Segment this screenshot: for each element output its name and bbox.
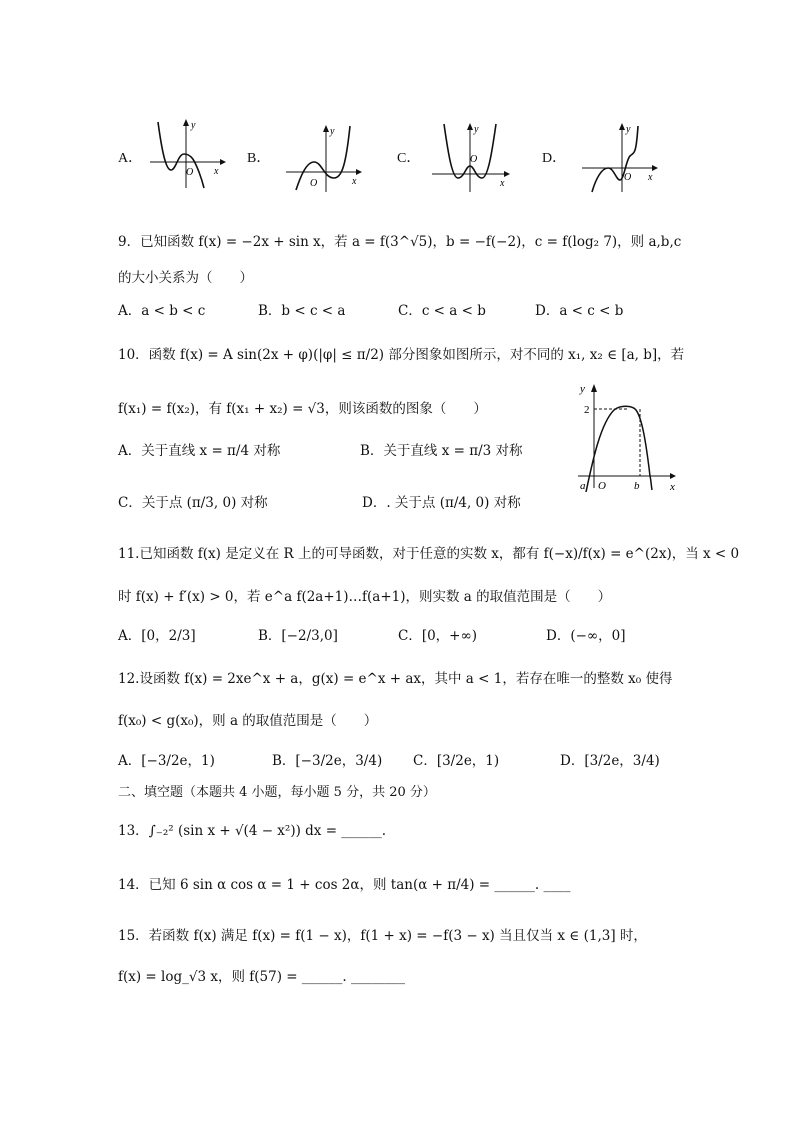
q8-graph-d [580,122,658,194]
q8d-y: y [626,124,631,135]
q11-line1: 11.已知函数 f(x) 是定义在 R 上的可导函数，对于任意的实数 x，都有 f(−x)/f(x) = e^(2x)，当 x < 0 [118,546,740,562]
q8a-x: x [214,166,219,177]
q11-option-b: B．[−2/3,0] [258,628,338,644]
q15-line1: 15．若函数 f(x) 满足 f(x) = f(1 − x)，f(1 + x) = −f(3 − x) 当且仅当 x ∈ (1,3] 时， [118,928,647,944]
q10-fig-x: x [670,481,675,492]
q12-line2: f(x₀) < g(x₀)，则 a 的取值范围是（ ） [118,713,378,729]
q8d-x: x [648,172,653,183]
q8c-y: y [474,124,479,135]
q8b-y: y [330,126,335,137]
q9-option-a: A．a < b < c [118,303,206,319]
q10-fig-y: y [580,383,585,395]
q8-graph-c [430,122,510,194]
q10-line2: f(x₁) = f(x₂)，有 f(x₁ + x₂) = √3，则该函数的图象（ ） [118,401,487,417]
q12-option-b: B．[−3/2e，3/4) [272,753,383,769]
q10-fig-2: 2 [584,404,590,416]
q8-graph-b [284,124,362,194]
q8b-o: O [310,178,318,189]
q10-option-b: B．关于直线 x = π/3 对称 [360,443,523,459]
q11-line2: 时 f(x) + f′(x) > 0，若 e^a f(2a+1)…f(a+1)，则实数 a 的取值范围是（ ） [118,589,612,605]
q11-option-a: A．[0，2/3] [118,628,196,644]
q10-option-c: C．关于点 (π/3, 0) 对称 [118,495,268,511]
q8c-o: O [470,154,478,165]
q8-options-row [0,110,794,210]
q14: 14．已知 6 sin α cos α = 1 + cos 2α，则 tan(α + π/4) = ______. ____ [118,877,571,893]
q13: 13．∫₋₂² (sin x + √(4 − x²)) dx = ______. [118,823,387,839]
q9-option-b: B．b < c < a [258,303,346,319]
q8d-o: O [624,172,632,183]
q8a-o: O [186,167,194,178]
q9-option-c: C．c < a < b [398,303,486,319]
q8c-x: x [500,178,505,189]
q8-option-a-label: A． [118,151,143,166]
q10-figure [574,380,678,492]
q11-option-d: D．(−∞，0] [546,628,626,644]
q12-option-d: D．[3/2e，3/4) [560,753,660,769]
q10-option-d: D．. 关于点 (π/4, 0) 对称 [362,495,521,511]
q15-line2: f(x) = log_√3 x，则 f(57) = ______. ________ [118,969,405,985]
q10-fig-a: a [580,480,586,492]
q9-line2: 的大小关系为（ ） [118,270,253,286]
q8b-x: x [352,176,357,187]
q9-line1: 9．已知函数 f(x) = −2x + sin x，若 a = f(3^√5)，b = −f(−2)，c = f(log₂ 7)，则 a,b,c [118,234,682,250]
q8-option-b-label: B． [247,151,271,166]
q10-fig-o: O [598,480,606,492]
q11-option-c: C．[0，+∞) [398,628,478,644]
q9-option-d: D．a < c < b [535,303,624,319]
q10-fig-b: b [634,480,640,492]
q8-option-c-label: C． [397,151,421,166]
q10-line1: 10．函数 f(x) = A sin(2x + φ)(|φ| ≤ π/2) 部分图象如图所示，对不同的 x₁, x₂ ∈ [a, b]，若 [118,347,685,363]
q12-option-a: A．[−3/2e，1) [118,753,215,769]
q12-line1: 12.设函数 f(x) = 2xe^x + a，g(x) = e^x + ax，其中 a < 1，若存在唯一的整数 x₀ 使得 [118,671,673,687]
q12-option-c: C．[3/2e，1) [413,753,500,769]
section-2-heading: 二、填空题（本题共 4 小题，每小题 5 分，共 20 分） [118,785,436,800]
q10-option-a: A．关于直线 x = π/4 对称 [118,443,281,459]
q8-option-d-label: D． [542,151,567,166]
q8a-y: y [191,120,196,131]
q8-graph-a [148,118,226,190]
